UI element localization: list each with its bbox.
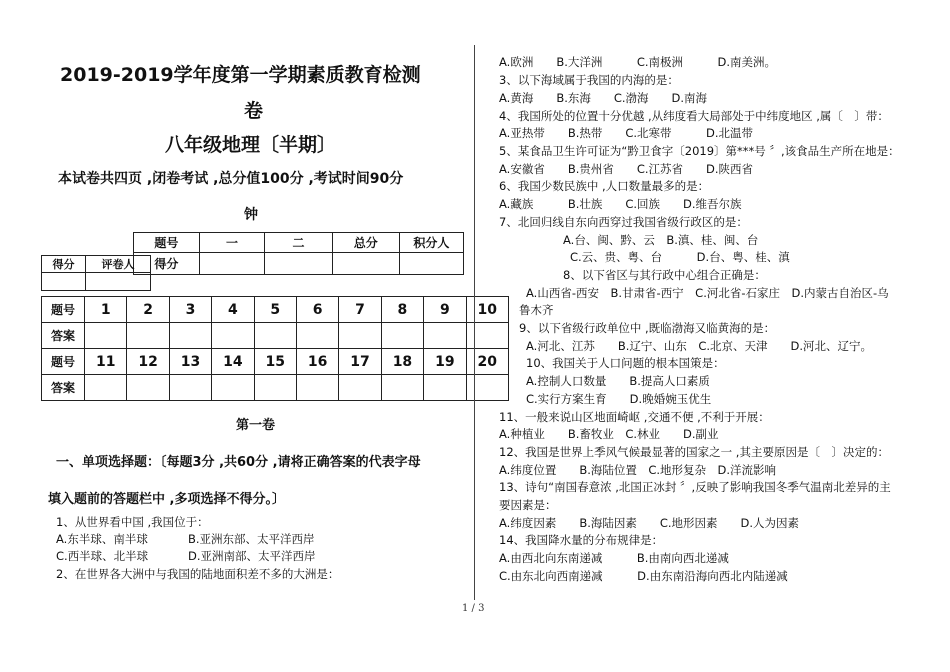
grader-header-grader: 评卷人: [85, 256, 150, 273]
answer-cell[interactable]: [381, 375, 423, 401]
answer-grid-qnum: 9: [424, 297, 466, 323]
answer-grid-alabel: 答案: [42, 323, 85, 349]
volume-heading: 第一卷: [236, 418, 276, 433]
answer-grid-qnum: 12: [127, 349, 169, 375]
answer-cell[interactable]: [127, 375, 169, 401]
answer-grid-qnum: 5: [254, 297, 296, 323]
question-line: C.实行方案生育 D.晚婚婉玉优生: [526, 392, 712, 406]
answer-grid-qnum: 18: [381, 349, 423, 375]
question-1-option-d: D.亚洲南部、太平洋西岸: [188, 549, 316, 563]
answer-cell[interactable]: [424, 323, 466, 349]
answer-cell[interactable]: [424, 375, 466, 401]
answer-cell[interactable]: [169, 323, 211, 349]
question-line: A.纬度位置 B.海陆位置 C.地形复杂 D.洋流影响: [499, 463, 777, 477]
answer-grid-qlabel: 题号: [42, 349, 85, 375]
question-line: 13、诗句“南国春意浓 ,北国正冰封 〞,反映了影响我国冬季气温南北差异的主: [499, 480, 891, 494]
answer-grid-qnum: 7: [339, 297, 381, 323]
question-line: 要因素是：: [499, 498, 557, 512]
answer-grid-qnum: 3: [169, 297, 211, 323]
score-header-scorer: 积分人: [399, 233, 463, 253]
answer-cell[interactable]: [296, 323, 338, 349]
question-1-option-a: A.东半球、南半球: [56, 532, 148, 546]
answer-cell[interactable]: [212, 323, 254, 349]
question-line: A.黄海 B.东海 C.渤海 D.南海: [499, 91, 708, 105]
answer-cell[interactable]: [254, 375, 296, 401]
question-line: 12、我国是世界上季风气候最显著的国家之一 ,其主要原因是〔 〕决定的：: [499, 445, 889, 459]
answer-grid-alabel: 答案: [42, 375, 85, 401]
question-line: 7、北回归线自东向西穿过我国省级行政区的是：: [499, 215, 748, 229]
score-header-total: 总分: [332, 233, 399, 253]
question-line: A.安徽省 B.贵州省 C.江苏省 D.陕西省: [499, 162, 754, 176]
question-line: 9、以下省级行政单位中 ,既临渤海又临黄海的是：: [519, 321, 776, 335]
question-2-stem: 2、在世界各大洲中与我国的陆地面积差不多的大洲是：: [56, 567, 340, 581]
score-header-part1: 一: [199, 233, 265, 253]
answer-cell[interactable]: [296, 375, 338, 401]
answer-cell[interactable]: [85, 375, 127, 401]
score-row-label: 得分: [134, 253, 200, 275]
question-line: 鲁木齐: [519, 303, 554, 317]
question-line: A.山西省-西安 B.甘肃省-西宁 C.河北省-石家庄 D.内蒙古自治区-乌: [526, 286, 889, 300]
question-line: 6、我国少数民族中 ,人口数量最多的是：: [499, 179, 710, 193]
answer-cell[interactable]: [381, 323, 423, 349]
score-header-qnum: 题号: [134, 233, 200, 253]
answer-grid-qnum: 14: [212, 349, 254, 375]
answer-grid-qnum: 1: [85, 297, 127, 323]
exam-info-line1: 本试卷共四页 ,闭卷考试 ,总分值100分 ,考试时间90分: [58, 171, 404, 187]
answer-grid-qnum: 19: [424, 349, 466, 375]
question-line: 3、以下海域属于我国的内海的是：: [499, 73, 679, 87]
answer-cell[interactable]: [127, 323, 169, 349]
question-line: 14、我国降水量的分布规律是：: [499, 533, 664, 547]
answer-cell[interactable]: [85, 323, 127, 349]
exam-info-line2: 钟: [244, 207, 258, 223]
page-number: 1 / 3: [462, 603, 485, 614]
question-line: C.云、贵、粤、台 D.台、粤、桂、滇: [570, 250, 790, 264]
answer-grid-qnum: 16: [296, 349, 338, 375]
question-line: 11、一般来说山区地面崎岖 ,交通不便 ,不利于开展：: [499, 410, 770, 424]
score-summary-table: [133, 232, 464, 275]
question-line: 4、我国所处的位置十分优越 ,从纬度看大局部处于中纬度地区 ,属〔 〕带：: [499, 109, 889, 123]
answer-cell[interactable]: [212, 375, 254, 401]
answer-grid-qnum: 13: [169, 349, 211, 375]
exam-subject-title: 八年级地理〔半期〕: [165, 134, 337, 156]
answer-cell[interactable]: [466, 323, 508, 349]
answer-grid-qnum: 4: [212, 297, 254, 323]
question-line: 8、以下省区与其行政中心组合正确是：: [563, 268, 766, 282]
answer-grid-qnum: 11: [85, 349, 127, 375]
question-line: C.由东北向西南递减 D.由东南沿海向西北内陆递减: [499, 569, 788, 583]
score-cell[interactable]: [265, 253, 332, 275]
answer-cell[interactable]: [169, 375, 211, 401]
exam-title-line1: 2019-2019学年度第一学期素质教育检测: [60, 64, 421, 86]
question-1-option-c: C.西半球、北半球: [56, 549, 149, 563]
score-cell[interactable]: [332, 253, 399, 275]
grader-table: [41, 255, 151, 291]
question-line: A.纬度因素 B.海陆因素 C.地形因素 D.人为因素: [499, 516, 800, 530]
question-line: A.控制人口数量 B.提高人口素质: [526, 374, 710, 388]
question-line: 5、某食品卫生许可证为“黔卫食字〔2019〕第***号 〞,该食品生产所在地是：: [499, 144, 900, 158]
question-line: A.河北、江苏 B.辽宁、山东 C.北京、天津 D.河北、辽宁。: [526, 339, 873, 353]
question-line: 10、我国关于人口问题的根本国策是：: [526, 356, 725, 370]
score-cell[interactable]: [199, 253, 265, 275]
grader-header-score: 得分: [42, 256, 86, 273]
answer-cell[interactable]: [339, 323, 381, 349]
answer-cell[interactable]: [339, 375, 381, 401]
question-1-option-b: B.亚洲东部、太平洋西岸: [188, 532, 315, 546]
score-cell[interactable]: [399, 253, 463, 275]
answer-grid-qnum: 6: [296, 297, 338, 323]
answer-grid-qnum: 10: [466, 297, 508, 323]
grader-cell[interactable]: [85, 273, 150, 291]
question-line: A.亚热带 B.热带 C.北寒带 D.北温带: [499, 126, 754, 140]
exam-title-line2: 卷: [244, 100, 264, 122]
section-instructions-line2: 填入题前的答题栏中 ,多项选择不得分。〕: [48, 492, 285, 507]
answer-grid-qlabel: 题号: [42, 297, 85, 323]
answer-grid: [41, 296, 509, 401]
question-line: A.台、闽、黔、云 B.滇、桂、闽、台: [563, 233, 759, 247]
answer-cell[interactable]: [466, 375, 508, 401]
section-instructions-line1: 一、单项选择题：〔每题3分 ,共60分 ,请将正确答案的代表字母: [56, 455, 421, 470]
answer-grid-qnum: 20: [466, 349, 508, 375]
answer-grid-qnum: 8: [381, 297, 423, 323]
question-line: A.欧洲 B.大洋洲 C.南极洲 D.南美洲。: [499, 55, 777, 69]
answer-grid-qnum: 15: [254, 349, 296, 375]
question-line: A.由西北向东南递减 B.由南向西北递减: [499, 551, 729, 565]
answer-cell[interactable]: [254, 323, 296, 349]
answer-grid-qnum: 2: [127, 297, 169, 323]
grader-cell[interactable]: [42, 273, 86, 291]
score-header-part2: 二: [265, 233, 332, 253]
question-line: A.藏族 B.壮族 C.回族 D.维吾尔族: [499, 197, 742, 211]
question-1-stem: 1、从世界看中国 ,我国位于：: [56, 515, 209, 529]
column-divider: [474, 45, 475, 600]
answer-grid-qnum: 17: [339, 349, 381, 375]
question-line: A.种植业 B.畜牧业 C.林业 D.副业: [499, 427, 719, 441]
